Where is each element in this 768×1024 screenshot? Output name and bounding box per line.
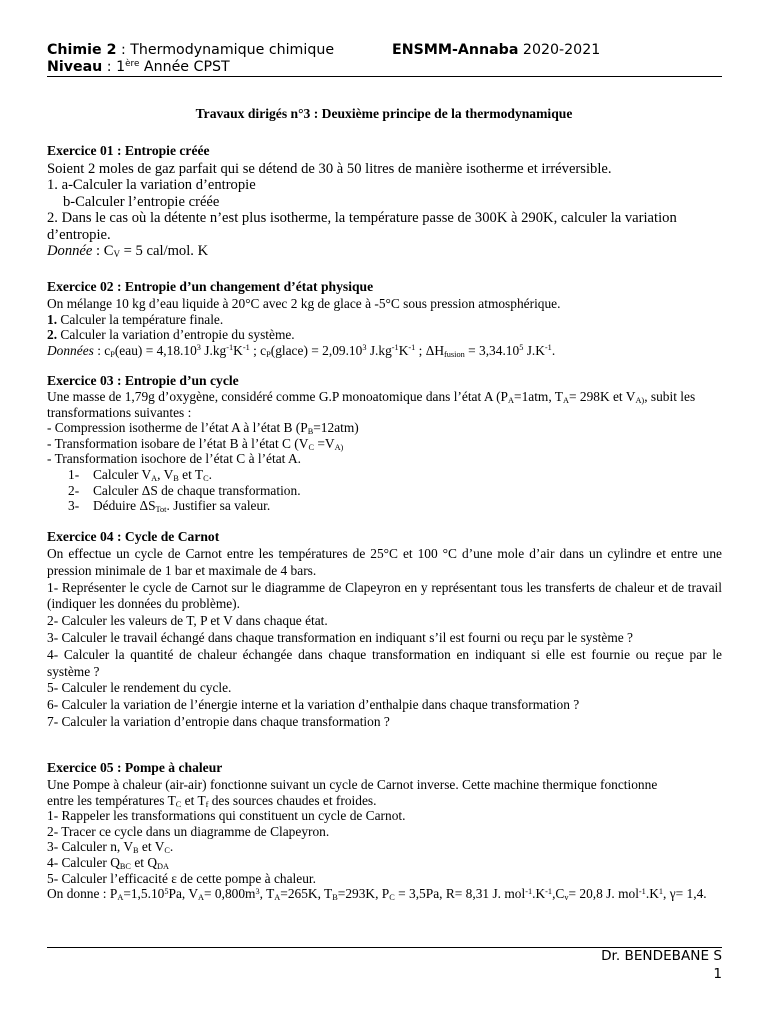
footer-author: Dr. BENDEBANE S	[601, 948, 722, 964]
exercise-3-heading: Exercice 03 : Entropie d’un cycle	[47, 373, 239, 388]
page-title: Travaux dirigés n°3 : Deuxième principe de la thermodynamique	[195, 106, 573, 121]
academic-year: 2020-2021	[518, 42, 601, 58]
exercise-4-question: 5- Calculer le rendement du cycle.	[47, 680, 232, 696]
exercise-2	[47, 279, 722, 358]
exercise-5-line: entre les températures $T_C$ et $T_f$ des sources chaudes et froides.	[47, 792, 377, 809]
exercise-4-heading: Exercice 04 : Cycle de Carnot	[47, 529, 220, 544]
exercise-1-line: Soient 2 moles de gaz parfait qui se détend de 30 à 50 litres de manière isotherme et irréversible.	[47, 161, 612, 177]
exercise-5	[47, 760, 722, 902]
school-name: ENSMM-Annaba	[392, 42, 519, 58]
header-school-line	[392, 42, 600, 59]
exercise-5-question: 1- Rappeler les transformations qui constituent un cycle de Carnot.	[47, 808, 406, 824]
exercise-2-given: Données : $c_P(eau) = 4,18.10^3$ $J.kg^{-1}K^{-1}$ ; $c_P(glace) = 2,09.10^3$ $J.kg^{-1}K^{-1}$ ; $\Delta H_{fusion} = 3,34.10^5$ $J.K^{-1}$.	[47, 342, 556, 359]
exercise-4-question: 1- Représenter le cycle de Carnot sur le diagramme de Clapeyron en y représentant tous les transferts de chaleur et de travail (indiquer les données du problème).	[47, 579, 722, 612]
exercise-3	[47, 373, 722, 514]
exercise-3-intro: Une masse de 1,79g d’oxygène, considéré comme G.P monoatomique dans l’état A ($P_A=1atm$, $T_A= 298K$ et $V_{A)}$, subit les transformations suivantes :	[47, 389, 696, 420]
level-label: Niveau	[47, 59, 103, 75]
header-rule	[47, 76, 722, 77]
exercise-5-question: 3- Calculer n, $V_B$ et $V_C$.	[47, 839, 174, 856]
exercise-4-question: 3- Calculer le travail échangé dans chaque transformation en indiquant s’il est fourni ou reçu par le système ?	[47, 629, 633, 645]
exercise-1-given: Donnée : $C_V = 5$ cal/mol. K	[47, 243, 209, 260]
exercise-3-step: - Transformation isochore de l’état C à l’état A.	[47, 451, 301, 467]
exercise-5-heading: Exercice 05 : Pompe à chaleur	[47, 760, 223, 775]
exercise-4-question: 4- Calculer la quantité de chaleur échangée dans chaque transformation en indiquant si elle est fournie ou reçue par le système ?	[47, 646, 722, 679]
exercise-2-question: 2. Calculer la variation d’entropie du système.	[47, 327, 295, 343]
exercise-5-question: 5- Calculer l’efficacité ε de cette pompe à chaleur.	[47, 870, 316, 886]
course-name: : Thermodynamique chimique	[116, 42, 335, 58]
page-number: 1	[713, 966, 722, 982]
exercise-3-question: 2- Calculer ΔS de chaque transformation.	[68, 482, 301, 498]
exercise-4-question: 7- Calculer la variation d’entropie dans chaque transformation ?	[47, 713, 390, 729]
exercise-1-heading: Exercice 01 : Entropie créée	[47, 143, 210, 158]
exercise-4	[47, 529, 722, 731]
exercise-1-line: 1. a-Calculer la variation d’entropie	[47, 177, 256, 194]
course-label: Chimie 2	[47, 42, 117, 58]
exercise-5-question: 2- Tracer ce cycle dans un diagramme de Clapeyron.	[47, 823, 330, 839]
exercise-1	[47, 143, 722, 259]
exercise-4-intro: On effectue un cycle de Carnot entre les températures de 25°C et 100 °C d’une mole d’air dans un cylindre et entre une pression minimale de 1 bar et maximale de 4 bars.	[47, 546, 722, 578]
exercise-5-line: Une Pompe à chaleur (air-air) fonctionne suivant un cycle de Carnot inverse. Cette machine thermique fonctionne	[47, 777, 658, 792]
exercise-2-line: On mélange 10 kg d’eau liquide à 20°C avec 2 kg de glace à -5°C sous pression atmosphérique.	[47, 296, 561, 311]
exercise-1-line: b-Calculer l’entropie créée	[63, 193, 220, 210]
exercise-5-given: On donne : $P_A=1,5.10^5Pa$, $V_A= 0,800m^3$, $T_A=265K$, $T_B=293K$, $P_C = 3,5Pa$, R= 8,31 J. $mol^{-1}.K^{-1},C_v= 20,8$ J. $mol^{-1}.K^1$, γ= 1,4.	[47, 886, 707, 903]
exercise-3-step: - Compression isotherme de l’état A à l’état B $(P_B=12atm)$	[47, 420, 359, 437]
exercise-2-heading: Exercice 02 : Entropie d’un changement d’état physique	[47, 279, 374, 294]
exercise-4-question: 6- Calculer la variation de l’énergie interne et la variation d’enthalpie dans chaque transformation ?	[47, 697, 580, 713]
exercise-4-question: 2- Calculer les valeurs de T, P et V dans chaque état.	[47, 613, 328, 629]
exercise-1-line: 2. Dans le cas où la détente n’est plus isotherme, la température passe de 300K à 290K, calculer la variation d’entropie.	[47, 210, 677, 243]
exercise-5-question: 4- Calculer $Q_{BC}$ et $Q_{DA}$	[47, 854, 169, 872]
header-course-line	[47, 42, 334, 59]
header-level-line: Niveau : 1ère Année CPST	[47, 59, 230, 75]
exercise-3-question: 1- Calculer $V_A$, $V_B$ et $T_C$.	[68, 466, 213, 484]
exercise-2-question: 1. Calculer la température finale.	[47, 311, 224, 327]
exercise-3-question: 3- Déduire $\Delta S_{Tot}$. Justifier sa valeur.	[68, 498, 271, 515]
exercise-3-step: - Transformation isobare de l’état B à l’état C ($V_C =V_{A)}$	[47, 435, 344, 452]
